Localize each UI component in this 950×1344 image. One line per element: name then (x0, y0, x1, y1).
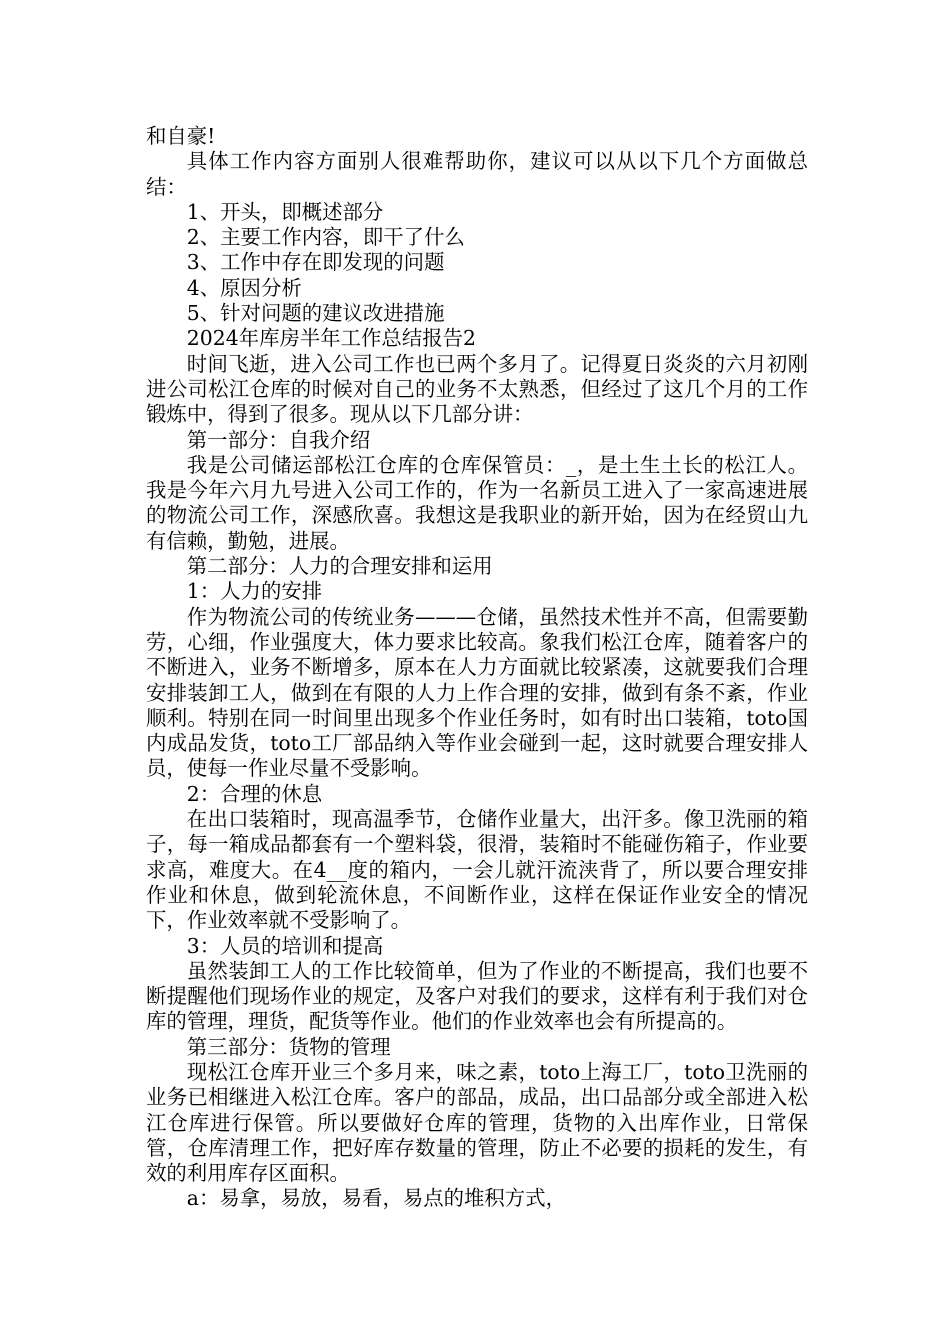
subsection-heading: 1：人力的安排 (186, 579, 323, 604)
paragraph: 具体工作内容方面别人很难帮助你，建议可以从以下几个方面做总结： (146, 149, 808, 199)
list-item: 3、工作中存在即发现的问题 (186, 250, 445, 275)
paragraph: 作为物流公司的传统业务———仓储，虽然技术性并不高，但需要勤劳，心细，作业强度大，体力要求比较高。象我们松江仓库，随着客户的不断进入，业务不断增多，原本在人力方面就比较紧凑，这就要我们合理安排装卸工人，做到在有限的人力上作合理的安排，做到有条不紊，作业顺利。特别在同一时间里出现多个作业任务时，如有时出口装箱，toto国内成品发货，toto工厂部品纳入等作业会碰到一起，这时就要合理安排人员，使每一作业尽量不受影响。 (146, 604, 808, 781)
section-title: 2024年库房半年工作总结报告2 (186, 326, 476, 351)
document-page (146, 124, 808, 1212)
paragraph: 在出口装箱时，现高温季节，仓储作业量大，出汗多。像卫洗丽的箱子，每一箱成品都套有一个塑料袋，很滑，装箱时不能碰伤箱子，作业要求高，难度大。在4__度的箱内，一会儿就汗流浃背了，所以要合理安排作业和休息，做到轮流休息，不间断作业，这样在保证作业安全的情况下，作业效率就不受影响了。 (146, 807, 808, 933)
list-item: 1、开头，即概述部分 (186, 199, 384, 224)
paragraph: 虽然装卸工人的工作比较简单，但为了作业的不断提高，我们也要不断提醒他们现场作业的规定，及客户对我们的要求，这样有利于我们对仓库的管理，理货，配货等作业。他们的作业效率也会有所提高的。 (146, 958, 808, 1034)
list-item: 5、针对问题的建议改进措施 (186, 301, 445, 326)
section-heading: 第二部分：人力的合理安排和运用 (186, 554, 493, 579)
subsection-heading: 3：人员的培训和提高 (186, 933, 384, 958)
paragraph: 时间飞逝，进入公司工作也已两个多月了。记得夏日炎炎的六月初刚进公司松江仓库的时候对自己的业务不太熟悉，但经过了这几个月的工作锻炼中，得到了很多。现从以下几部分讲： (146, 351, 808, 427)
section-heading: 第一部分：自我介绍 (186, 427, 371, 452)
paragraph: 和自豪! (146, 124, 216, 148)
list-item: 4、原因分析 (186, 275, 302, 300)
section-heading: 第三部分：货物的管理 (186, 1034, 391, 1059)
paragraph: 我是公司储运部松江仓库的仓库保管员：_，是土生土长的松江人。我是今年六月九号进入公司工作的，作为一名新员工进入了一家高速进展的物流公司工作，深感欣喜。我想这是我职业的新开始，因为在经贸山九有信赖，勤勉，进展。 (146, 452, 808, 553)
subsection-heading: 2：合理的休息 (186, 781, 323, 806)
paragraph: a：易拿，易放，易看，易点的堆积方式， (186, 1186, 566, 1211)
paragraph: 现松江仓库开业三个多月来，味之素，toto上海工厂，toto卫洗丽的业务已相继进入松江仓库。客户的部品，成品，出口品部分或全部进入松江仓库进行保管。所以要做好仓库的管理，货物的入出库作业，日常保管，仓库清理工作，把好库存数量的管理，防止不必要的损耗的发生，有效的利用库存区面积。 (146, 1059, 808, 1186)
list-item: 2、主要工作内容，即干了什么 (186, 225, 465, 250)
